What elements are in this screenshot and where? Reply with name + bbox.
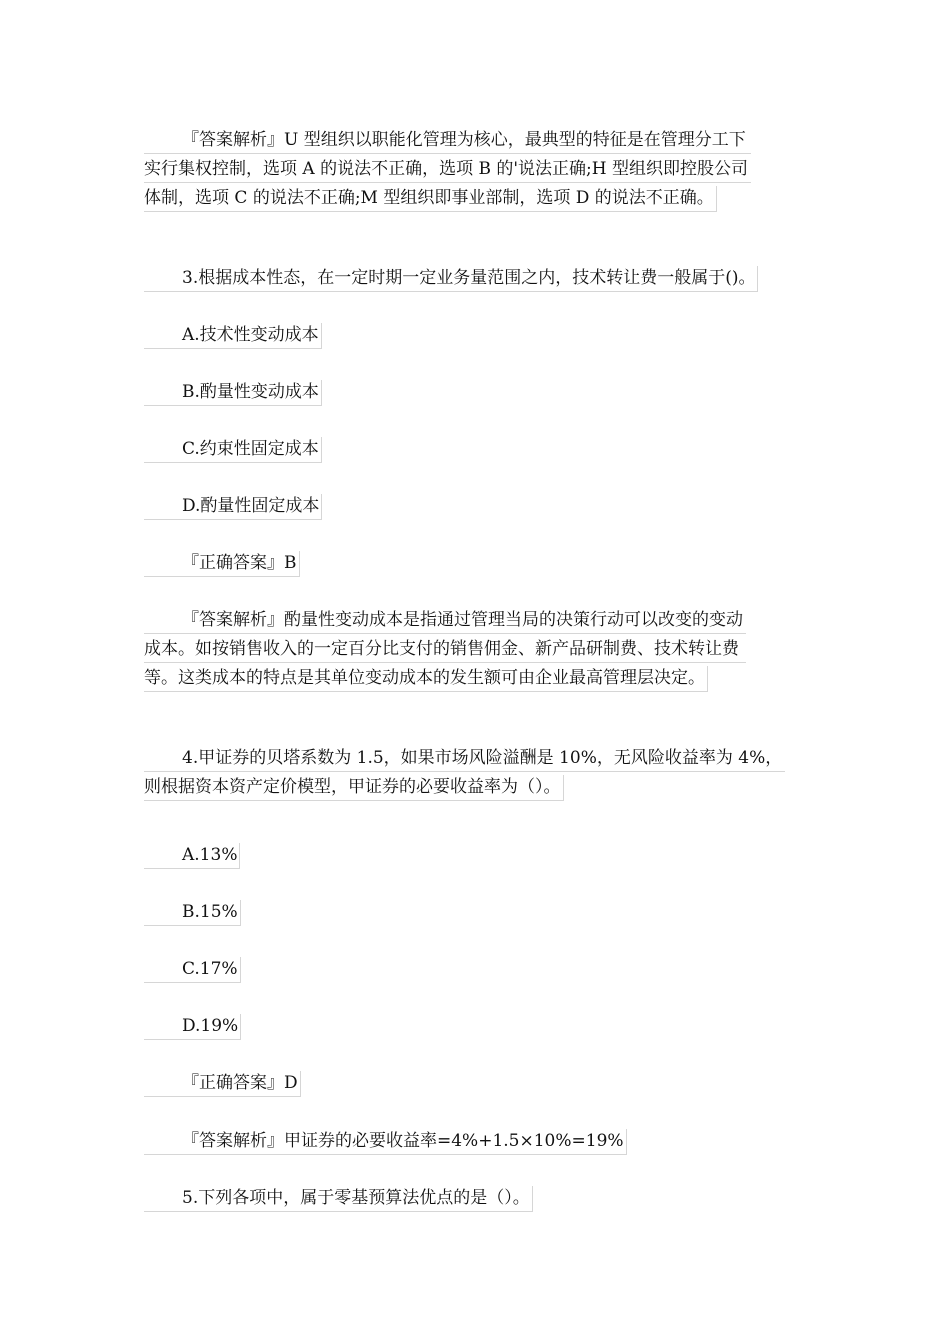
q5-question [144,1184,533,1213]
explanation-line: 体制，选项 C 的说法不正确;M 型组织即事业部制，选项 D 的说法不正确。 [144,184,717,213]
q3-option-a [144,321,322,350]
answer-text: 『正确答案』B [144,549,300,578]
q3-question [144,264,758,293]
question-text: 3.根据成本性态，在一定时期一定业务量范围之内，技术转让费一般属于()。 [144,264,758,293]
q3-option-c [144,435,322,464]
option-text: D.酌量性固定成本 [144,492,322,521]
explanation-line: 实行集权控制，选项 A 的说法不正确，选项 B 的'说法正确;H 型组织即控股公司 [144,155,751,184]
q4-option-b [144,898,241,927]
answer-text: 『正确答案』D [144,1069,301,1098]
question-line: 4.甲证券的贝塔系数为 1.5，如果市场风险溢酬是 10%，无风险收益率为 4%， [144,744,785,773]
q3-option-b [144,378,322,407]
question-line: 则根据资本资产定价模型，甲证券的必要收益率为（）。 [144,773,564,802]
option-text: C.约束性固定成本 [144,435,322,464]
option-text: C.17% [144,955,241,984]
explanation-line: 成本。如按销售收入的一定百分比支付的销售佣金、新产品研制费、技术转让费 [144,635,746,664]
explanation-line: 『答案解析』甲证券的必要收益率=4%+1.5×10%=19% [144,1127,627,1156]
explanation-line: 『答案解析』U 型组织以职能化管理为核心，最典型的特征是在管理分工下 [144,126,751,155]
q4-explanation [144,1127,627,1156]
q3-explanation [144,606,746,693]
option-text: A.技术性变动成本 [144,321,322,350]
explanation-line: 等。这类成本的特点是其单位变动成本的发生额可由企业最高管理层决定。 [144,664,708,693]
option-text: A.13% [144,841,240,870]
explanation-line: 『答案解析』酌量性变动成本是指通过管理当局的决策行动可以改变的变动 [144,606,746,635]
q4-correct-answer [144,1069,301,1098]
q4-option-a [144,841,240,870]
q3-option-d [144,492,322,521]
q4-question [144,744,785,802]
q3-correct-answer [144,549,300,578]
option-text: B.酌量性变动成本 [144,378,322,407]
question-text: 5.下列各项中，属于零基预算法优点的是（）。 [144,1184,533,1213]
option-text: D.19% [144,1012,241,1041]
option-text: B.15% [144,898,241,927]
q4-option-c [144,955,241,984]
q2-explanation [144,126,751,213]
q4-option-d [144,1012,241,1041]
